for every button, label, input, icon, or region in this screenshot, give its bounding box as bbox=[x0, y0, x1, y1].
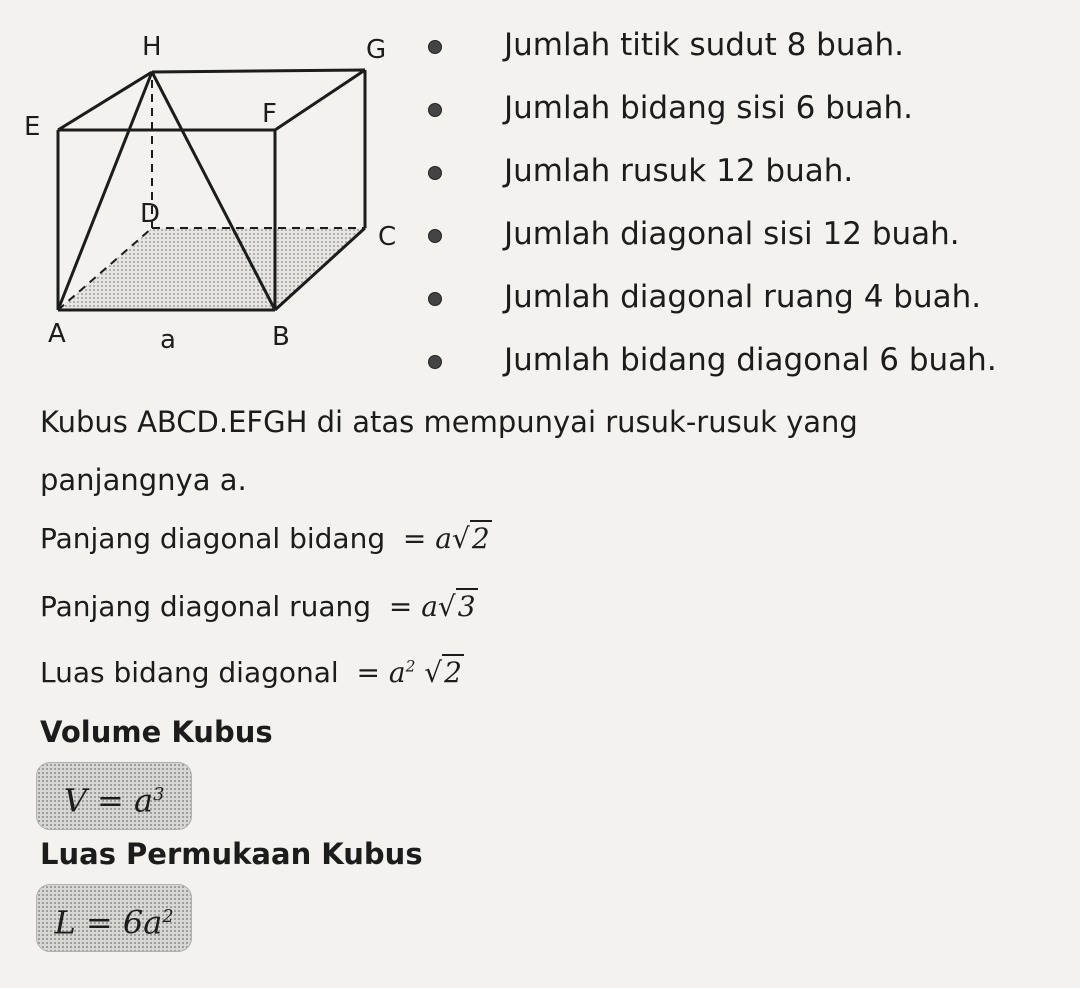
bullet-icon bbox=[428, 166, 442, 180]
formula-diagonal-ruang: Panjang diagonal ruang = a√3 bbox=[40, 590, 476, 623]
edge-fg bbox=[275, 70, 365, 130]
label-edge-a: a bbox=[160, 325, 176, 355]
bullet-icon bbox=[428, 355, 442, 369]
label-vertex-a: A bbox=[48, 319, 66, 349]
bullet-icon bbox=[428, 103, 442, 117]
bullet-icon bbox=[428, 229, 442, 243]
list-item: Jumlah diagonal ruang 4 buah. bbox=[420, 270, 1070, 333]
formula-diagonal-bidang: Panjang diagonal bidang = a√2 bbox=[40, 522, 490, 555]
edge-he bbox=[58, 72, 152, 130]
description-line-1: Kubus ABCD.EFGH di atas mempunyai rusuk-rusuk yang bbox=[40, 405, 858, 439]
label-vertex-f: F bbox=[262, 99, 277, 129]
list-item: Jumlah bidang diagonal 6 buah. bbox=[420, 333, 1070, 396]
formula-luas-bidang-diagonal: Luas bidang diagonal = $a^2$ √2 bbox=[40, 656, 462, 689]
formula-box-volume: $V = a^3$ bbox=[36, 762, 192, 830]
heading-volume: Volume Kubus bbox=[40, 715, 273, 749]
label-vertex-e: E bbox=[24, 112, 41, 142]
bullet-icon bbox=[428, 292, 442, 306]
list-item: Jumlah diagonal sisi 12 buah. bbox=[420, 207, 1070, 270]
heading-surface-area: Luas Permukaan Kubus bbox=[40, 837, 423, 871]
label-vertex-g: G bbox=[366, 35, 387, 65]
formula-box-surface-area: $L = 6a^2$ bbox=[36, 884, 192, 952]
label-vertex-d: D bbox=[140, 199, 161, 229]
sqrt-symbol: √2 bbox=[451, 522, 490, 555]
list-item: Jumlah titik sudut 8 buah. bbox=[420, 18, 1070, 81]
list-item: Jumlah bidang sisi 6 buah. bbox=[420, 81, 1070, 144]
label-vertex-c: C bbox=[378, 222, 397, 252]
sqrt-symbol: √2 bbox=[424, 656, 462, 689]
cube-diagram bbox=[0, 0, 420, 370]
label-vertex-h: H bbox=[142, 32, 162, 62]
label-vertex-b: B bbox=[272, 322, 290, 352]
sqrt-symbol: √3 bbox=[437, 590, 476, 623]
edge-gh bbox=[152, 70, 365, 72]
list-item: Jumlah rusuk 12 buah. bbox=[420, 144, 1070, 207]
description-line-2: panjangnya a. bbox=[40, 463, 247, 497]
cube-properties-list bbox=[420, 18, 1070, 396]
bullet-icon bbox=[428, 40, 442, 54]
